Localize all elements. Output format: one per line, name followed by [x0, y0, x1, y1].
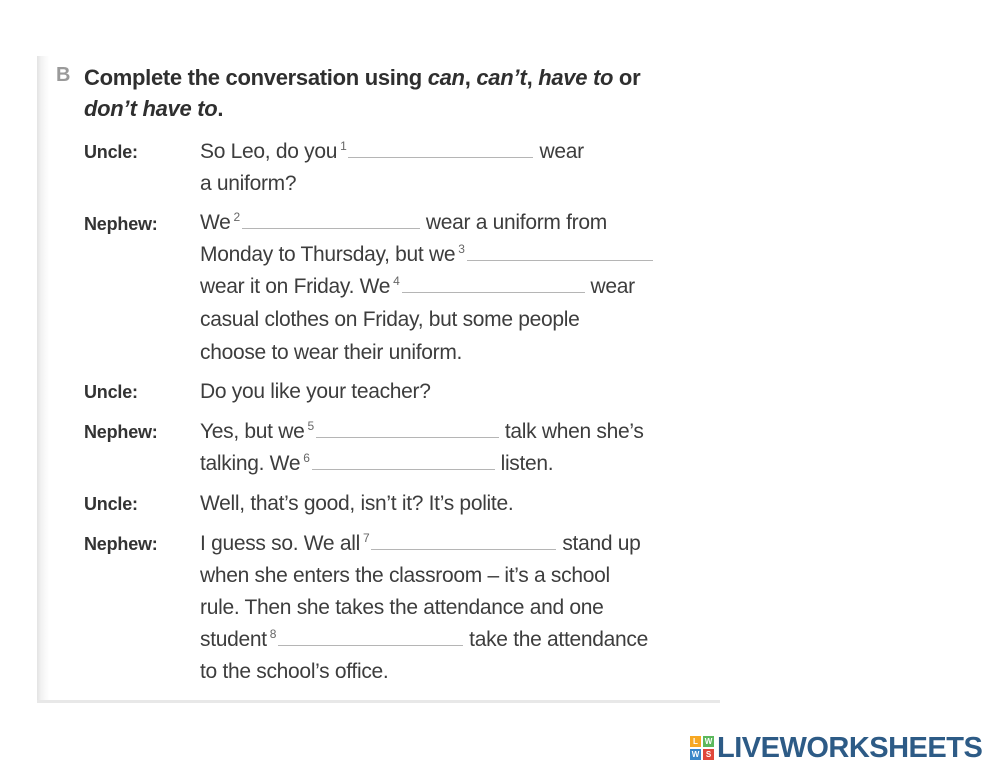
gap-number: 1 — [340, 139, 347, 153]
answer-blank-7[interactable] — [371, 535, 556, 550]
instruction-word-dont-have-to: don’t have to — [84, 96, 218, 121]
dialogue-line — [200, 628, 648, 652]
instruction-separator: , — [464, 65, 477, 90]
speaker-uncle: Uncle: — [84, 142, 138, 162]
line-text: talking. We — [200, 452, 301, 475]
answer-blank-6[interactable] — [312, 455, 495, 470]
speaker-nephew: Nephew: — [84, 214, 158, 234]
logo-mark-icon — [690, 736, 714, 760]
dialogue-line — [200, 452, 553, 476]
instruction-end: . — [217, 96, 224, 121]
gap-number: 4 — [393, 274, 400, 288]
answer-blank-8[interactable] — [278, 631, 463, 646]
answer-blank-3[interactable] — [467, 246, 653, 261]
dialogue-line: when she enters the classroom – it’s a school — [200, 564, 610, 587]
dialogue-line — [200, 140, 584, 164]
dialogue-line: casual clothes on Friday, but some people — [200, 308, 580, 331]
line-text: wear a uniform from — [425, 211, 607, 234]
line-text: student — [200, 628, 267, 651]
line-text: listen. — [500, 452, 554, 475]
answer-blank-5[interactable] — [316, 423, 499, 438]
line-text: take the attendance — [469, 628, 648, 651]
instruction-word-have-to: have to — [538, 65, 614, 90]
speaker-uncle: Uncle: — [84, 382, 138, 402]
dialogue-line — [200, 243, 659, 267]
answer-blank-2[interactable] — [242, 214, 420, 229]
line-text: Yes, but we — [200, 420, 305, 443]
line-text: wear it on Friday. We — [200, 275, 391, 298]
logo-mark-letter: L — [690, 736, 701, 747]
dialogue-line: rule. Then she takes the attendance and one — [200, 596, 604, 619]
instruction-word-cant: can’t — [476, 65, 527, 90]
exercise-instruction — [84, 62, 684, 124]
instruction-separator: , — [526, 65, 539, 90]
dialogue-line: a uniform? — [200, 172, 297, 195]
dialogue-line: to the school’s office. — [200, 660, 389, 683]
gap-number: 8 — [269, 627, 277, 641]
line-text: I guess so. We all — [200, 532, 360, 555]
gap-number: 2 — [233, 210, 240, 224]
gap-number: 7 — [362, 531, 370, 545]
answer-blank-1[interactable] — [348, 143, 533, 158]
logo-mark-letter: W — [704, 737, 713, 746]
line-text: stand up — [562, 532, 641, 555]
logo-mark-letter: S — [703, 749, 714, 760]
dialogue-line: choose to wear their uniform. — [200, 341, 463, 364]
dialogue-line: Do you like your teacher? — [200, 380, 431, 403]
logo-text: LIVEWORKSHEETS — [717, 731, 983, 764]
gap-number: 5 — [307, 419, 314, 433]
liveworksheets-logo[interactable] — [690, 730, 982, 766]
line-text: wear — [539, 140, 584, 163]
line-text: We — [200, 211, 231, 234]
dialogue-line — [200, 211, 607, 235]
dialogue-line — [200, 420, 644, 444]
line-text: talk when she’s — [504, 420, 644, 443]
line-text: So Leo, do you — [200, 140, 338, 163]
line-text: Monday to Thursday, but we — [200, 243, 456, 266]
instruction-text: Complete the conversation using — [84, 65, 428, 90]
instruction-word-can: can — [427, 65, 465, 90]
line-text: wear — [590, 275, 635, 298]
dialogue-line: Well, that’s good, isn’t it? It’s polite. — [200, 492, 514, 515]
speaker-nephew: Nephew: — [84, 422, 158, 442]
dialogue-line — [200, 275, 635, 299]
answer-blank-4[interactable] — [402, 278, 585, 293]
speaker-uncle: Uncle: — [84, 494, 138, 514]
logo-mark-letter: W — [691, 750, 700, 759]
section-letter: B — [56, 64, 71, 86]
dialogue-line — [200, 532, 641, 556]
speaker-nephew: Nephew: — [84, 534, 158, 554]
gap-number: 3 — [458, 242, 465, 256]
instruction-separator: or — [613, 65, 641, 90]
gap-number: 6 — [303, 451, 310, 465]
